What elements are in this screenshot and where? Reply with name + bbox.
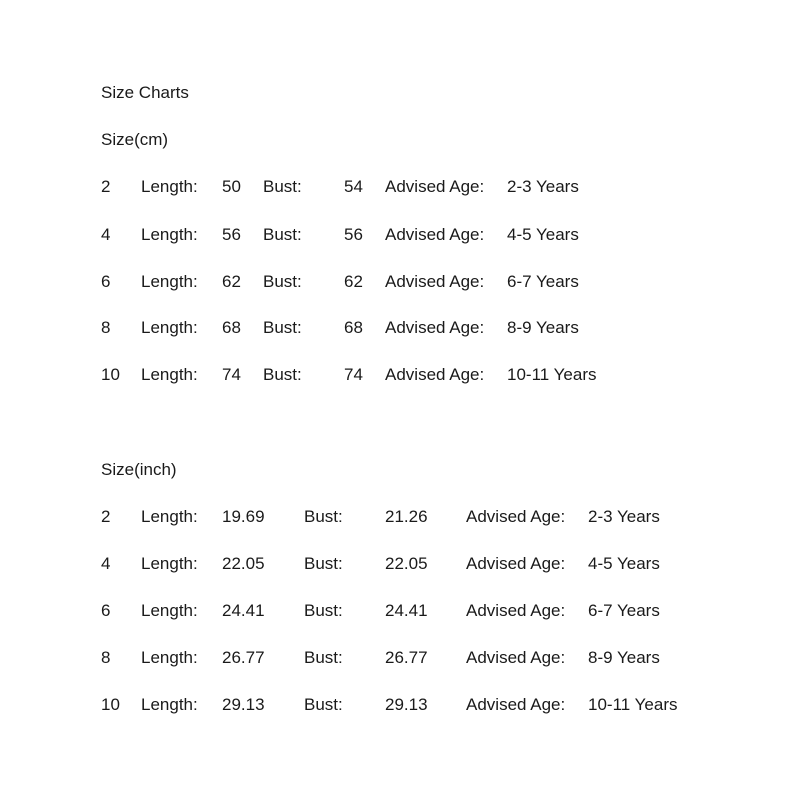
length-value: 29.13 [222, 695, 265, 714]
page-title: Size Charts [101, 83, 189, 102]
size-value: 6 [101, 601, 111, 620]
advised-age-label: Advised Age: [385, 177, 485, 196]
advised-age-label: Advised Age: [466, 507, 566, 526]
length-value: 19.69 [222, 507, 265, 526]
bust-value: 74 [344, 365, 363, 384]
length-value: 50 [222, 177, 241, 196]
advised-age-value: 6-7 Years [588, 601, 660, 620]
length-label: Length: [141, 365, 198, 384]
table-row [0, 507, 800, 527]
length-label: Length: [141, 507, 198, 526]
advised-age-value: 2-3 Years [507, 177, 579, 196]
advised-age-label: Advised Age: [466, 648, 566, 667]
bust-value: 62 [344, 272, 363, 291]
bust-value: 26.77 [385, 648, 428, 667]
length-value: 56 [222, 225, 241, 244]
advised-age-value: 10-11 Years [588, 695, 678, 714]
advised-age-label: Advised Age: [466, 695, 566, 714]
bust-value: 21.26 [385, 507, 428, 526]
bust-value: 54 [344, 177, 363, 196]
advised-age-label: Advised Age: [385, 225, 485, 244]
table-row [0, 365, 800, 385]
advised-age-label: Advised Age: [385, 365, 485, 384]
size-value: 10 [101, 365, 120, 384]
advised-age-value: 4-5 Years [507, 225, 579, 244]
table-row [0, 177, 800, 197]
bust-label: Bust: [304, 695, 343, 714]
length-label: Length: [141, 225, 198, 244]
table-row [0, 554, 800, 574]
advised-age-value: 2-3 Years [588, 507, 660, 526]
size-value: 8 [101, 318, 111, 337]
advised-age-value: 6-7 Years [507, 272, 579, 291]
size-value: 10 [101, 695, 120, 714]
table-row [0, 272, 800, 292]
length-label: Length: [141, 272, 198, 291]
bust-value: 56 [344, 225, 363, 244]
size-value: 2 [101, 507, 111, 526]
length-label: Length: [141, 601, 198, 620]
length-value: 62 [222, 272, 241, 291]
length-value: 22.05 [222, 554, 265, 573]
length-value: 68 [222, 318, 241, 337]
table-row [0, 318, 800, 338]
length-label: Length: [141, 695, 198, 714]
length-value: 74 [222, 365, 241, 384]
length-label: Length: [141, 648, 198, 667]
bust-label: Bust: [263, 365, 302, 384]
bust-label: Bust: [263, 225, 302, 244]
advised-age-value: 8-9 Years [507, 318, 579, 337]
cm-section-title: Size(cm) [101, 130, 169, 149]
advised-age-value: 8-9 Years [588, 648, 660, 667]
bust-label: Bust: [304, 554, 343, 573]
bust-value: 22.05 [385, 554, 428, 573]
length-label: Length: [141, 318, 198, 337]
bust-label: Bust: [263, 272, 302, 291]
table-row [0, 225, 800, 245]
length-label: Length: [141, 554, 198, 573]
table-row [0, 695, 800, 715]
table-row [0, 601, 800, 621]
length-label: Length: [141, 177, 198, 196]
size-value: 8 [101, 648, 111, 667]
size-value: 4 [101, 225, 111, 244]
advised-age-value: 4-5 Years [588, 554, 660, 573]
size-value: 4 [101, 554, 111, 573]
advised-age-label: Advised Age: [385, 318, 485, 337]
advised-age-label: Advised Age: [466, 554, 566, 573]
bust-value: 24.41 [385, 601, 428, 620]
bust-label: Bust: [304, 601, 343, 620]
size-value: 6 [101, 272, 111, 291]
length-value: 26.77 [222, 648, 265, 667]
bust-label: Bust: [263, 177, 302, 196]
bust-label: Bust: [304, 507, 343, 526]
length-value: 24.41 [222, 601, 265, 620]
advised-age-value: 10-11 Years [507, 365, 597, 384]
bust-value: 29.13 [385, 695, 428, 714]
bust-label: Bust: [304, 648, 343, 667]
advised-age-label: Advised Age: [385, 272, 485, 291]
advised-age-label: Advised Age: [466, 601, 566, 620]
size-value: 2 [101, 177, 111, 196]
bust-label: Bust: [263, 318, 302, 337]
table-row [0, 648, 800, 668]
bust-value: 68 [344, 318, 363, 337]
inch-section-title: Size(inch) [101, 460, 177, 479]
